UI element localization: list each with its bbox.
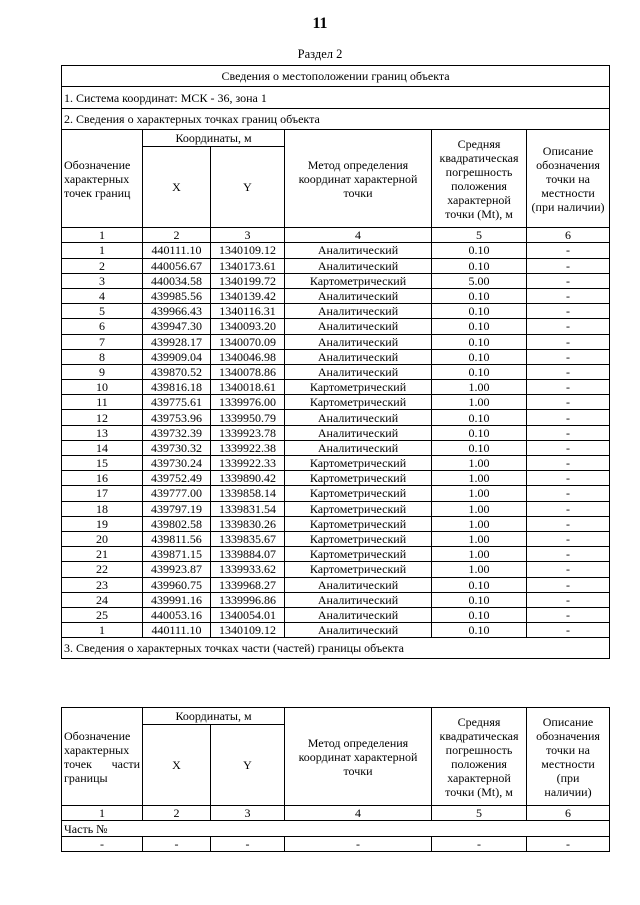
point-method: Картометрический — [285, 471, 432, 486]
point-y: 1339933.62 — [211, 562, 285, 577]
part-col-num-6: 6 — [527, 806, 610, 821]
point-method: Аналитический — [285, 440, 432, 455]
point-y: 1340078.86 — [211, 364, 285, 379]
part-cell-3: - — [211, 836, 285, 851]
point-number: 10 — [62, 380, 143, 395]
point-description: - — [527, 380, 610, 395]
point-x: 439991.16 — [143, 592, 211, 607]
point-method: Аналитический — [285, 592, 432, 607]
table-row — [62, 531, 610, 546]
point-method: Аналитический — [285, 334, 432, 349]
point-method: Аналитический — [285, 258, 432, 273]
table-row — [62, 288, 610, 303]
point-description: - — [527, 456, 610, 471]
point-y: 1339968.27 — [211, 577, 285, 592]
part-desc-line2: обозначения — [536, 728, 600, 743]
point-description: - — [527, 501, 610, 516]
point-x: 439870.52 — [143, 364, 211, 379]
table-title: Сведения о местоположении границ объекта — [62, 66, 610, 87]
point-method: Картометрический — [285, 456, 432, 471]
table-row — [62, 562, 610, 577]
point-x: 439947.30 — [143, 319, 211, 334]
section-label: Раздел 2 — [297, 47, 343, 61]
point-x: 439909.04 — [143, 349, 211, 364]
point-number: 18 — [62, 501, 143, 516]
point-method: Картометрический — [285, 547, 432, 562]
point-method: Картометрический — [285, 562, 432, 577]
point-error: 0.10 — [432, 425, 527, 440]
section3-title: 3. Сведения о характерных точках части (частей) границы объекта — [62, 638, 610, 659]
point-error: 1.00 — [432, 516, 527, 531]
table-row — [62, 364, 610, 379]
point-description: - — [527, 623, 610, 638]
part-cell-5: - — [432, 836, 527, 851]
point-description: - — [527, 243, 610, 258]
point-error: 0.10 — [432, 440, 527, 455]
point-y: 1339922.38 — [211, 440, 285, 455]
point-description: - — [527, 304, 610, 319]
table-row — [62, 334, 610, 349]
table-row — [62, 319, 610, 334]
section2-title: 2. Сведения о характерных точках границ объекта — [62, 109, 610, 130]
col-num-5: 5 — [432, 228, 527, 243]
coord-system: 1. Система координат: МСК - 36, зона 1 — [62, 87, 610, 109]
point-description: - — [527, 364, 610, 379]
point-method: Картометрический — [285, 516, 432, 531]
point-number: 20 — [62, 531, 143, 546]
point-number: 7 — [62, 334, 143, 349]
part-header-description — [527, 708, 610, 806]
table-row — [62, 516, 610, 531]
table-row — [62, 380, 610, 395]
point-description: - — [527, 440, 610, 455]
point-description: - — [527, 562, 610, 577]
header-x: X — [143, 147, 211, 228]
table-row — [62, 471, 610, 486]
page-number: 11 — [312, 15, 328, 32]
header-point-line3: точек границ — [64, 185, 131, 200]
point-number: 5 — [62, 304, 143, 319]
point-description: - — [527, 577, 610, 592]
point-description: - — [527, 425, 610, 440]
part-header-point-line1: Обозначение — [64, 728, 131, 743]
part-cell-1: - — [62, 836, 143, 851]
part-col-num-4: 4 — [285, 806, 432, 821]
point-number: 17 — [62, 486, 143, 501]
point-method: Аналитический — [285, 349, 432, 364]
header-point-name — [62, 130, 143, 228]
part-col-num-2: 2 — [143, 806, 211, 821]
point-description: - — [527, 486, 610, 501]
part-data-row — [62, 836, 610, 851]
point-method: Картометрический — [285, 395, 432, 410]
table-row — [62, 349, 610, 364]
point-y: 1340173.61 — [211, 258, 285, 273]
point-x: 439730.24 — [143, 456, 211, 471]
point-error: 1.00 — [432, 547, 527, 562]
coord-system-row — [62, 87, 610, 109]
point-method: Картометрический — [285, 273, 432, 288]
point-x: 439923.87 — [143, 562, 211, 577]
point-error: 1.00 — [432, 456, 527, 471]
point-number: 16 — [62, 471, 143, 486]
point-error: 1.00 — [432, 471, 527, 486]
point-description: - — [527, 273, 610, 288]
point-error: 0.10 — [432, 623, 527, 638]
part-cell-6: - — [527, 836, 610, 851]
point-description: - — [527, 471, 610, 486]
section2-title-row — [62, 109, 610, 130]
point-number: 9 — [62, 364, 143, 379]
point-x: 439811.56 — [143, 531, 211, 546]
point-x: 439730.32 — [143, 440, 211, 455]
point-number: 23 — [62, 577, 143, 592]
point-error: 1.00 — [432, 531, 527, 546]
point-method: Аналитический — [285, 607, 432, 622]
part-col-num-5: 5 — [432, 806, 527, 821]
point-number: 6 — [62, 319, 143, 334]
point-y: 1339950.79 — [211, 410, 285, 425]
point-number: 11 — [62, 395, 143, 410]
point-description: - — [527, 592, 610, 607]
part-header-point-line4: границы — [64, 770, 108, 785]
point-y: 1340109.12 — [211, 623, 285, 638]
point-error: 1.00 — [432, 486, 527, 501]
header-error: Средняя квадратическая погрешность положения характерной точки (Mt), м — [432, 130, 527, 228]
point-y: 1339830.26 — [211, 516, 285, 531]
point-method: Аналитический — [285, 288, 432, 303]
point-y: 1339890.42 — [211, 471, 285, 486]
point-description: - — [527, 410, 610, 425]
section3-title-row — [62, 638, 610, 659]
point-error: 1.00 — [432, 501, 527, 516]
point-y: 1340139.42 — [211, 288, 285, 303]
point-y: 1339858.14 — [211, 486, 285, 501]
part-cell-2: - — [143, 836, 211, 851]
point-method: Аналитический — [285, 577, 432, 592]
table-row — [62, 258, 610, 273]
point-method: Аналитический — [285, 243, 432, 258]
point-error: 0.10 — [432, 607, 527, 622]
point-y: 1339976.00 — [211, 395, 285, 410]
point-x: 439960.75 — [143, 577, 211, 592]
point-error: 0.10 — [432, 243, 527, 258]
point-y: 1340093.20 — [211, 319, 285, 334]
point-method: Аналитический — [285, 304, 432, 319]
point-number: 13 — [62, 425, 143, 440]
part-desc-line4: местности — [541, 756, 595, 771]
point-method: Аналитический — [285, 425, 432, 440]
point-error: 0.10 — [432, 288, 527, 303]
point-x: 439816.18 — [143, 380, 211, 395]
point-y: 1339996.86 — [211, 592, 285, 607]
point-number: 2 — [62, 258, 143, 273]
point-number: 19 — [62, 516, 143, 531]
point-description: - — [527, 288, 610, 303]
point-error: 0.10 — [432, 364, 527, 379]
point-x: 439928.17 — [143, 334, 211, 349]
point-error: 0.10 — [432, 319, 527, 334]
point-description: - — [527, 607, 610, 622]
point-error: 0.10 — [432, 577, 527, 592]
point-x: 440053.16 — [143, 607, 211, 622]
col-num-6: 6 — [527, 228, 610, 243]
point-error: 0.10 — [432, 304, 527, 319]
part-header-error: Средняя квадратическая погрешность положения характерной точки (Mt), м — [432, 708, 527, 806]
point-x: 439802.58 — [143, 516, 211, 531]
point-y: 1340116.31 — [211, 304, 285, 319]
part-label-row — [62, 821, 610, 836]
point-x: 440056.67 — [143, 258, 211, 273]
point-number: 25 — [62, 607, 143, 622]
point-number: 1 — [62, 623, 143, 638]
part-desc-line1: Описание — [542, 714, 594, 729]
part-header-coords: Координаты, м — [143, 708, 285, 725]
point-x: 439966.43 — [143, 304, 211, 319]
point-error: 0.10 — [432, 410, 527, 425]
table-row — [62, 395, 610, 410]
point-description: - — [527, 258, 610, 273]
point-y: 1340109.12 — [211, 243, 285, 258]
point-description: - — [527, 319, 610, 334]
header-point-line2: характерных — [64, 171, 130, 186]
point-description: - — [527, 395, 610, 410]
col-num-3: 3 — [211, 228, 285, 243]
part-desc-line3: точки на — [546, 742, 590, 757]
point-x: 439871.15 — [143, 547, 211, 562]
point-number: 21 — [62, 547, 143, 562]
part-header-row — [62, 708, 610, 725]
part-header-y: Y — [211, 725, 285, 806]
header-y: Y — [211, 147, 285, 228]
table-row — [62, 547, 610, 562]
point-method: Картометрический — [285, 380, 432, 395]
table-row — [62, 577, 610, 592]
table-row — [62, 592, 610, 607]
point-y: 1340070.09 — [211, 334, 285, 349]
point-method: Аналитический — [285, 364, 432, 379]
point-y: 1339831.54 — [211, 501, 285, 516]
part-header-x: X — [143, 725, 211, 806]
header-description: Описание обозначения точки на местности (при наличии) — [527, 130, 610, 228]
point-method: Аналитический — [285, 319, 432, 334]
point-number: 12 — [62, 410, 143, 425]
part-header-point-name — [62, 708, 143, 806]
point-description: - — [527, 349, 610, 364]
point-method: Аналитический — [285, 623, 432, 638]
point-description: - — [527, 516, 610, 531]
point-number: 22 — [62, 562, 143, 577]
part-header-point-line3a: точек — [64, 756, 92, 771]
point-error: 1.00 — [432, 562, 527, 577]
point-x: 439732.39 — [143, 425, 211, 440]
point-y: 1340054.01 — [211, 607, 285, 622]
table-row — [62, 623, 610, 638]
point-method: Аналитический — [285, 410, 432, 425]
point-method: Картометрический — [285, 531, 432, 546]
table-row — [62, 304, 610, 319]
point-y: 1339835.67 — [211, 531, 285, 546]
part-desc-line5: (при — [556, 770, 580, 785]
point-number: 3 — [62, 273, 143, 288]
column-numbers-row — [62, 228, 610, 243]
point-y: 1340199.72 — [211, 273, 285, 288]
point-x: 439985.56 — [143, 288, 211, 303]
part-header-point-line2: характерных — [64, 742, 130, 757]
point-x: 440111.10 — [143, 623, 211, 638]
part-cell-4: - — [285, 836, 432, 851]
point-x: 439752.49 — [143, 471, 211, 486]
table-row — [62, 440, 610, 455]
point-error: 0.10 — [432, 258, 527, 273]
point-number: 15 — [62, 456, 143, 471]
part-col-num-3: 3 — [211, 806, 285, 821]
table-row — [62, 425, 610, 440]
table-row — [62, 243, 610, 258]
point-y: 1339884.07 — [211, 547, 285, 562]
col-num-1: 1 — [62, 228, 143, 243]
part-boundary-table — [61, 707, 610, 852]
point-x: 439775.61 — [143, 395, 211, 410]
point-x: 440111.10 — [143, 243, 211, 258]
part-header-method: Метод определения координат характерной точки — [285, 708, 432, 806]
point-x: 439777.00 — [143, 486, 211, 501]
point-description: - — [527, 547, 610, 562]
header-row — [62, 130, 610, 147]
point-y: 1340018.61 — [211, 380, 285, 395]
point-error: 0.10 — [432, 592, 527, 607]
table-row — [62, 486, 610, 501]
point-error: 5.00 — [432, 273, 527, 288]
point-number: 1 — [62, 243, 143, 258]
part-label: Часть № — [62, 821, 610, 836]
point-number: 8 — [62, 349, 143, 364]
point-number: 24 — [62, 592, 143, 607]
point-x: 439753.96 — [143, 410, 211, 425]
point-y: 1340046.98 — [211, 349, 285, 364]
point-x: 439797.19 — [143, 501, 211, 516]
table-row — [62, 607, 610, 622]
point-y: 1339922.33 — [211, 456, 285, 471]
table-row — [62, 456, 610, 471]
part-header-point-line3b: части — [111, 756, 140, 771]
part-col-num-1: 1 — [62, 806, 143, 821]
point-error: 0.10 — [432, 334, 527, 349]
header-coords: Координаты, м — [143, 130, 285, 147]
header-point-line1: Обозначение — [64, 157, 131, 172]
point-number: 14 — [62, 440, 143, 455]
point-error: 1.00 — [432, 395, 527, 410]
header-method: Метод определения координат характерной точки — [285, 130, 432, 228]
table-row — [62, 273, 610, 288]
point-description: - — [527, 531, 610, 546]
part-header-point-line3 — [64, 757, 140, 771]
points-body — [62, 243, 610, 638]
col-num-4: 4 — [285, 228, 432, 243]
boundary-table — [61, 65, 610, 659]
point-error: 0.10 — [432, 349, 527, 364]
point-error: 1.00 — [432, 380, 527, 395]
part-desc-line6: наличии) — [544, 784, 592, 799]
point-method: Картометрический — [285, 501, 432, 516]
col-num-2: 2 — [143, 228, 211, 243]
table-row — [62, 501, 610, 516]
point-x: 440034.58 — [143, 273, 211, 288]
point-method: Картометрический — [285, 486, 432, 501]
part-column-numbers-row — [62, 806, 610, 821]
point-description: - — [527, 334, 610, 349]
table-row — [62, 410, 610, 425]
point-number: 4 — [62, 288, 143, 303]
point-y: 1339923.78 — [211, 425, 285, 440]
table-title-row — [62, 66, 610, 87]
